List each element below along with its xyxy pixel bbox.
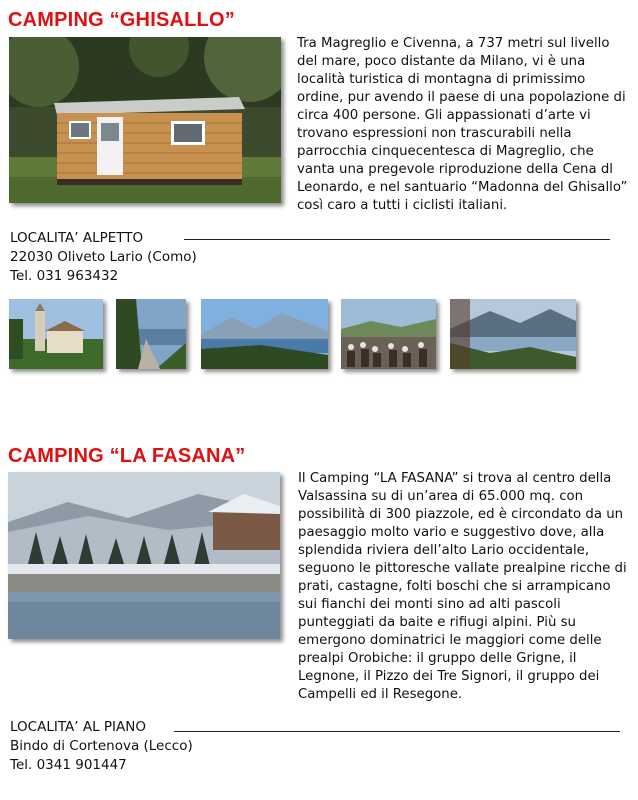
camping-ghisallo-description: Tra Magreglio e Civenna, a 737 metri sul livello del mare, poco distante da Milano, vi è una località turistica di montagna di primissimo ordine, pur avendo il paese di una popolazione di circa 400 persone. Gli appassionati d’arte vi trovano espressioni non trascurabili nella parrocchia cinquecentesca di Magreglio, che vanta una pregevole riproduzione della Cena dl Leonardo, e nel santuario “Madonna del Ghisallo” così caro a tutti i ciclisti italiani. <box>297 36 628 213</box>
camping-la-fasana-town: Bindo di Cortenova (Lecco) <box>10 738 193 754</box>
lake-panorama-thumbnail <box>201 299 328 369</box>
camping-la-fasana-address-block <box>10 718 193 775</box>
camping-la-fasana-phone: Tel. 0341 901447 <box>10 757 127 773</box>
mobile-home-photo <box>9 37 281 203</box>
camping-la-fasana-title: CAMPING “LA FASANA” <box>8 445 246 467</box>
camping-la-fasana-locality: LOCALITA’ AL PIANO <box>10 719 146 735</box>
camping-la-fasana-description: Il Camping “LA FASANA” si trova al centro della Valsassina su di un’area di 65.000 mq. con possibilità di 300 piazzole, ed è circondato da un paesaggio molto vario e suggestivo dove, alla splendida riviera dell’alto Lario occidentale, seguono le pittoresche vallate prealpine ricche di prati, castagne, folti boschi che si arrampicano sui fianchi dei monti sino ad alti pascoli punteggiati da baite e rifiugi alpini. Più su emergono dominatrici le maggiori come delle prealpi Orobiche: il gruppo delle Grigne, il Legnone, il Pizzo dei Tre Signori, il gruppo dei Campelli ed il Resegone. <box>298 471 627 702</box>
camping-ghisallo-locality: LOCALITA’ ALPETTO <box>10 230 144 246</box>
lake-road-thumbnail <box>116 299 186 369</box>
crowd-event-thumbnail <box>341 299 436 369</box>
winter-campsite-photo <box>8 472 280 639</box>
camping-la-fasana-divider <box>174 731 620 732</box>
camping-ghisallo-address-block <box>10 229 197 286</box>
mountain-lake-thumbnail <box>450 299 576 369</box>
camping-ghisallo-title: CAMPING “GHISALLO” <box>8 9 235 31</box>
camping-ghisallo-town: 22030 Oliveto Lario (Como) <box>10 249 197 265</box>
church-thumbnail <box>9 299 103 369</box>
camping-ghisallo-divider <box>184 239 610 240</box>
camping-ghisallo-phone: Tel. 031 963432 <box>10 268 119 284</box>
